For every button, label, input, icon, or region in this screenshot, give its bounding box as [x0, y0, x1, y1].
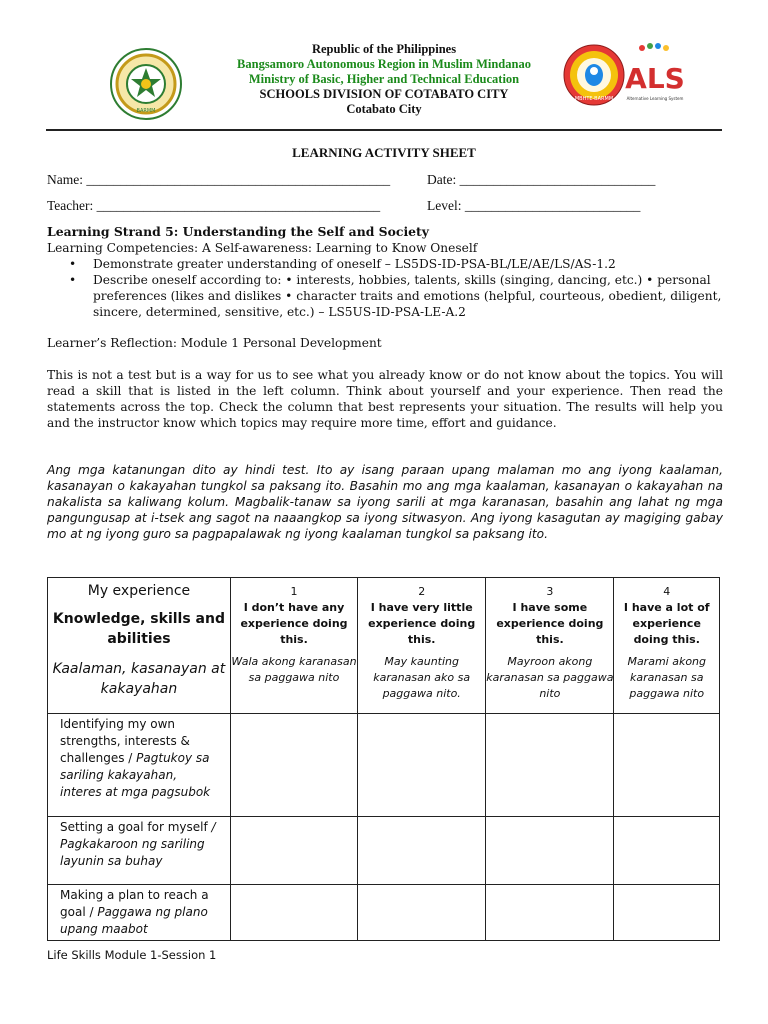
row-filipino: / Pagkakaroon ng sariling layunin sa buhay: [60, 820, 216, 868]
header-division: SCHOOLS DIVISION OF COTABATO CITY: [259, 87, 509, 101]
column-header-1: [230, 578, 357, 714]
table-header-row: [48, 578, 720, 714]
header-city: Cotabato City: [346, 102, 422, 116]
experience-table: [47, 577, 720, 941]
column-number: 2: [418, 585, 426, 598]
instructions-filipino: Ang mga katanungan dito ay hindi test. Ito ay isang paraan upang malaman mo ang iyong kaalaman, kasanayan o kakayahan tungkol sa paksang ito. Basahin mo ang mga kaalaman, kasanayan o kakayahan na nakalista sa kaliwang kolum. Magbalik-tanaw sa iyong sarili at mga karanasan, basahin ang lahat ng mga pangungusap at i-tsek ang sagot na naaangkop sa iyong sitwasyon. Ang iyong kasagutan ay magiging gabay mo at ng iyong guro sa pagpapalawak ng iyong kaalaman tungkol sa paksang ito.: [47, 463, 723, 541]
competency-bullet: • Demonstrate greater understanding of oneself – LS5DS-ID-PSA-BL/LE/AE/LS/AS-1.2: [69, 257, 616, 271]
header-knowledge: Knowledge, skills and abilities: [52, 611, 225, 647]
competency-text: Demonstrate greater understanding of oneself – LS5DS-ID-PSA-BL/LE/AE/LS/AS-1.2: [93, 257, 616, 271]
instructions-english: This is not a test but is a way for us to see what you already know or do not know about the topics. You will read a skill that is listed in the left column. Think about yourself and your experience. Then read the statements across the top. Check the column that best represents your situation. The results will help you and the instructor know which topics may require more time, effort and guidance.: [47, 368, 723, 430]
right-seal-text: MBHTE-BARMM: [574, 96, 614, 102]
row-english: Setting a goal for myself: [60, 820, 208, 834]
left-seal-text: BARMM: [136, 108, 156, 114]
row-skill-label: [48, 714, 231, 817]
level-field[interactable]: Level: __________________________: [427, 198, 641, 213]
column-filipino: May kaunting karanasan ako sa paggawa nito.: [373, 655, 471, 700]
competencies-section: [47, 224, 723, 320]
page-title: LEARNING ACTIVITY SHEET: [292, 145, 476, 160]
als-tagline: Alternative Learning System: [626, 96, 684, 101]
column-header-3: [486, 578, 614, 714]
column-english: I have a lot of experience doing this.: [623, 601, 710, 646]
column-filipino: Mayroon akong karanasan sa paggawa nito: [486, 655, 614, 700]
date-field[interactable]: Date: _____________________________: [427, 172, 656, 187]
column-filipino: Marami akong karanasan sa paggawa nito: [627, 655, 707, 700]
header-region: Bangsamoro Autonomous Region in Muslim Mindanao: [237, 57, 531, 71]
column-number: 1: [290, 585, 298, 598]
competency-text: Describe oneself according to: • interests, hobbies, talents, skills (singing, dancing, etc.) • personal preferences (likes and dislikes • character traits and emotions (helpful, courteous, obedient, diligent, sincere, determined, sensitive, etc.) – LS5US-ID-PSA-LE-A.2: [93, 273, 722, 319]
name-field[interactable]: Name: _____________________________________________: [47, 172, 391, 187]
checkbox-cell[interactable]: [230, 817, 357, 885]
competencies-label: Learning Competencies: A Self-awareness: Learning to Know Oneself: [47, 241, 478, 255]
header-my-experience: My experience: [87, 583, 191, 599]
table-header-skills: [48, 578, 231, 714]
header-ministry: Ministry of Basic, Higher and Technical Education: [248, 72, 520, 86]
column-header-2: [358, 578, 486, 714]
checkbox-cell[interactable]: [614, 714, 720, 817]
teacher-field[interactable]: Teacher: __________________________________________: [47, 198, 381, 213]
checkbox-cell[interactable]: [358, 714, 486, 817]
page-footer: Life Skills Module 1-Session 1: [47, 948, 217, 962]
row-english: Making a plan to reach a goal /: [60, 888, 209, 919]
learner-reflection: Learner’s Reflection: Module 1 Personal Development: [47, 336, 382, 350]
column-number: 4: [663, 585, 671, 598]
checkbox-cell[interactable]: [614, 817, 720, 885]
checkbox-cell[interactable]: [230, 885, 357, 941]
table-row: [48, 817, 720, 885]
table-row: [48, 714, 720, 817]
header-kaalaman: Kaalaman, kasanayan at kakayahan: [52, 661, 226, 697]
row-filipino: Paggawa ng plano upang maabot: [60, 905, 208, 936]
als-logo-text: ALS: [625, 62, 685, 95]
column-filipino: Wala akong karanasan sa paggawa nito: [231, 655, 357, 684]
column-english: I have some experience doing this.: [496, 601, 604, 646]
checkbox-cell[interactable]: [486, 817, 614, 885]
checkbox-cell[interactable]: [486, 714, 614, 817]
row-english: Identifying my own strengths, interests & challenges /: [60, 717, 190, 765]
header-divider: [46, 129, 722, 131]
checkbox-cell[interactable]: [614, 885, 720, 941]
column-english: I have very little experience doing this.: [368, 601, 476, 646]
row-filipino: Pagtukoy sa sariling kakayahan, interes at mga pagsubok: [60, 751, 211, 799]
column-english: I don’t have any experience doing this.: [240, 601, 348, 646]
column-header-4: [614, 578, 720, 714]
row-skill-label: [48, 885, 231, 941]
row-skill-label: [48, 817, 231, 885]
checkbox-cell[interactable]: [230, 714, 357, 817]
column-number: 3: [546, 585, 554, 598]
header-republic: Republic of the Philippines: [311, 42, 457, 56]
document-header: [0, 42, 768, 117]
checkbox-cell[interactable]: [358, 817, 486, 885]
competency-bullet: • Describe oneself according to: • interests, hobbies, talents, skills (singing, dancing, etc.) • personal preferences (likes and dislikes • character traits and emotions (helpful, courteous, obedient, diligent, sincere, determined, sensitive, etc.) – LS5US-ID-PSA-LE-A.2: [69, 273, 722, 319]
table-row: [48, 885, 720, 941]
learning-strand: Learning Strand 5: Understanding the Self and Society: [47, 224, 429, 239]
checkbox-cell[interactable]: [358, 885, 486, 941]
checkbox-cell[interactable]: [486, 885, 614, 941]
